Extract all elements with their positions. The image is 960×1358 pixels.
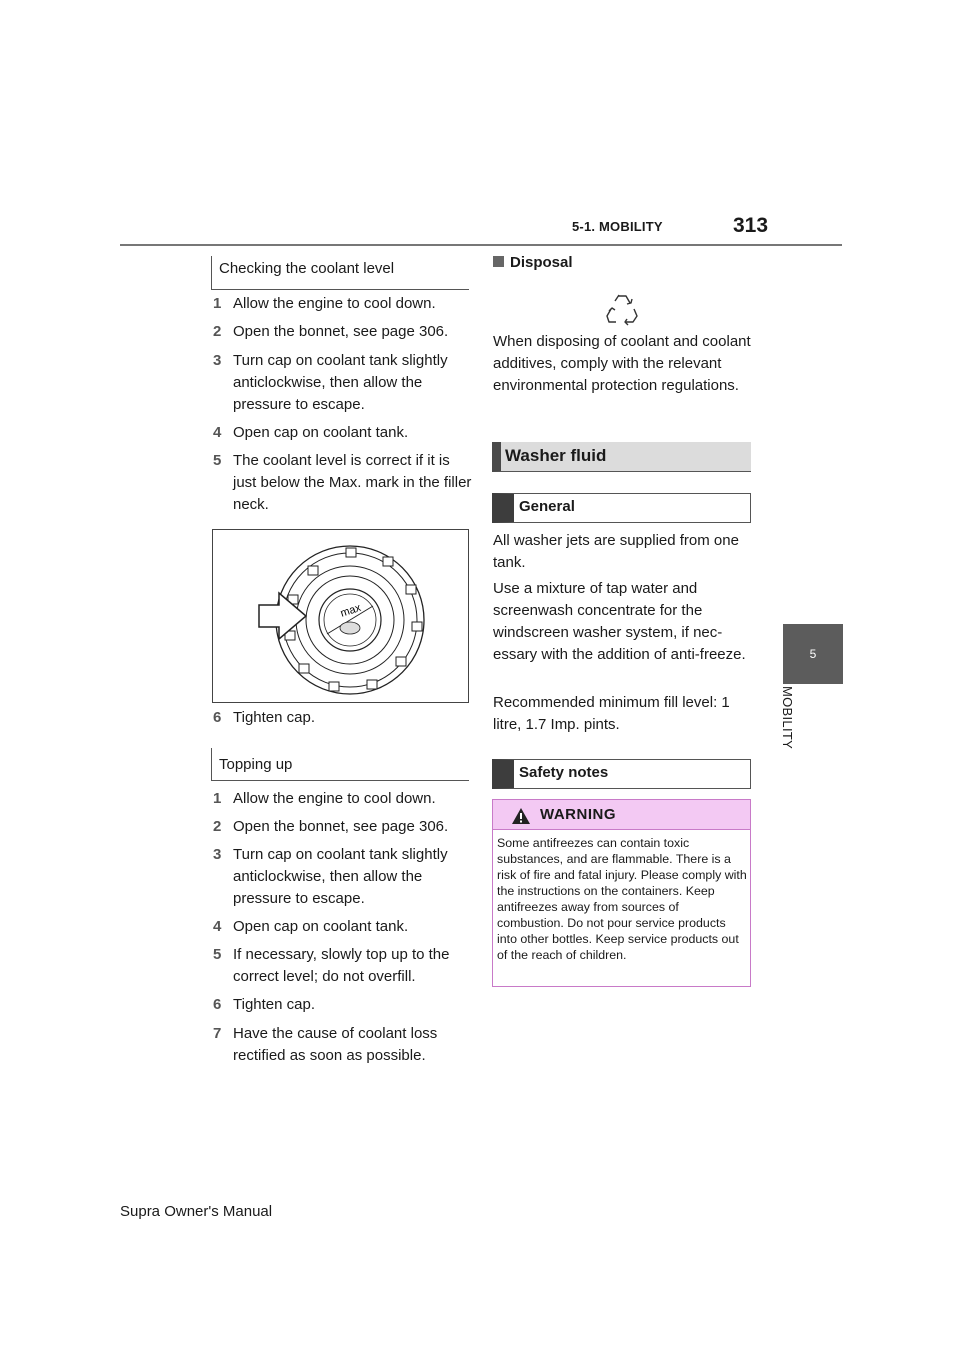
chapter-side-label-text: MOBILITY xyxy=(780,686,795,750)
washer-paragraph-2: Use a mixture of tap water and screenwash concentrate for the windscreen washer system, if nec-essary with the addition of anti-freeze. xyxy=(493,580,746,663)
step-text: Allow the engine to cool down. xyxy=(233,790,436,807)
safety-notes-heading-text: Safety notes xyxy=(519,764,609,781)
step-text: The coolant level is correct if it is just below the Max. mark in the filler neck. xyxy=(233,452,472,513)
step-text: Have the cause of coolant loss rectified as soon as possible. xyxy=(233,1025,438,1064)
max-mark-label: max xyxy=(338,601,363,620)
chapter-tab xyxy=(783,624,843,684)
warning-box xyxy=(492,799,751,987)
step-number: 6 xyxy=(213,996,222,1013)
arrow-indicator xyxy=(259,593,306,639)
step-text: Open the bonnet, see page 306. xyxy=(233,818,449,835)
warning-header xyxy=(493,800,750,830)
step-number: 3 xyxy=(213,352,222,369)
general-heading-text: General xyxy=(519,498,575,515)
topping-up-heading xyxy=(211,748,469,781)
washer-paragraph-1: All washer jets are supplied from one tank. xyxy=(493,532,739,571)
step-number: 5 xyxy=(213,452,222,469)
bullet-square-icon xyxy=(493,256,504,267)
step-number: 7 xyxy=(213,1025,222,1042)
disposal-heading xyxy=(493,254,573,271)
step-number: 2 xyxy=(213,818,222,835)
step-number: 4 xyxy=(213,918,222,935)
disposal-heading-text: Disposal xyxy=(510,254,573,271)
disposal-text: When disposing of coolant and coolant additives, comply with the relevant environmental protection regulations. xyxy=(493,333,751,394)
step-text: Turn cap on coolant tank slightly anticlockwise, then allow the pressure to escape. xyxy=(233,352,448,413)
chapter-side-label xyxy=(776,686,816,766)
step-number: 3 xyxy=(213,846,222,863)
manual-title-footer: Supra Owner's Manual xyxy=(120,1203,273,1220)
step-text: If necessary, slowly top up to the correct level; do not overfill. xyxy=(233,946,450,985)
step-text: Turn cap on coolant tank slightly anticlockwise, then allow the pressure to escape. xyxy=(233,846,448,907)
step-text: Allow the engine to cool down. xyxy=(233,295,436,312)
warning-label: WARNING xyxy=(540,806,616,823)
step-text: Open the bonnet, see page 306. xyxy=(233,323,449,340)
section-title: 5-1. MOBILITY xyxy=(572,219,663,234)
step-text: Tighten cap. xyxy=(233,709,315,726)
step-number: 1 xyxy=(213,295,222,312)
warning-triangle-icon xyxy=(511,807,531,825)
recycle-icon xyxy=(606,292,638,326)
page-number: 313 xyxy=(733,214,769,237)
topping-up-heading-text: Topping up xyxy=(219,756,293,773)
step-number: 1 xyxy=(213,790,222,807)
header-rule xyxy=(120,244,842,246)
step-text: Tighten cap. xyxy=(233,996,315,1013)
checking-coolant-heading-text: Checking the coolant level xyxy=(219,260,395,277)
step-text: Open cap on coolant tank. xyxy=(233,918,409,935)
washer-paragraph-3: Recommended minimum fill level: 1 litre, 1.7 Imp. pints. xyxy=(493,694,730,733)
general-heading xyxy=(492,493,751,523)
step-number: 2 xyxy=(213,323,222,340)
safety-notes-heading xyxy=(492,759,751,789)
checking-coolant-heading xyxy=(211,256,469,290)
coolant-cap-illustration xyxy=(213,530,468,702)
step-number: 6 xyxy=(213,709,222,726)
washer-fluid-heading-text: Washer fluid xyxy=(505,446,607,465)
step-number: 5 xyxy=(213,946,222,963)
chapter-number: 5 xyxy=(809,647,817,661)
step-text: Open cap on coolant tank. xyxy=(233,424,409,441)
coolant-cap-figure xyxy=(212,529,469,703)
step-number: 4 xyxy=(213,424,222,441)
warning-text: Some antifreezes can contain toxic substances, and are flammable. There is a risk of fire and fatal injury. Please comply with the instructions on the containers. Keep antifreezes away from sources of combustion. Do not pour service products into other bottles. Keep service products out of the reach of children. xyxy=(497,836,747,962)
washer-fluid-heading xyxy=(492,442,751,472)
